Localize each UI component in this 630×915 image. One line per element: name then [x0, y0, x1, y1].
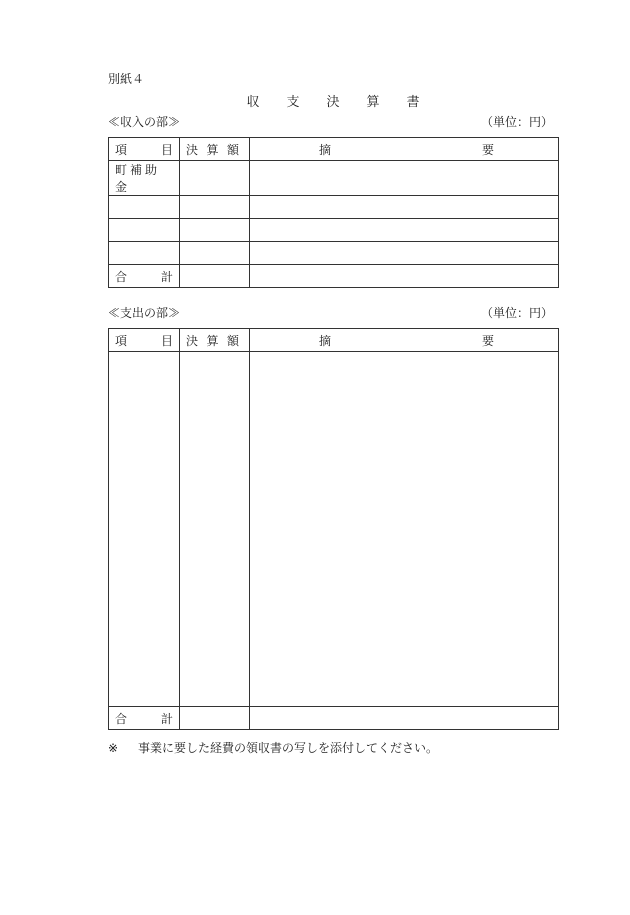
header-summary-char: 摘 — [319, 333, 332, 348]
cell-summary[interactable] — [250, 242, 559, 265]
cell-summary[interactable] — [250, 196, 559, 219]
header-amount-char: 算 — [206, 333, 219, 348]
income-unit-label: （単位：円） — [480, 115, 553, 129]
total-amount[interactable] — [180, 265, 250, 288]
expense-table — [108, 328, 559, 730]
income-table — [108, 137, 559, 288]
header-summary — [250, 329, 559, 352]
expense-section-label: ≪支出の部≫ — [108, 306, 181, 320]
header-summary-char: 摘 — [319, 142, 332, 157]
total-label-char: 計 — [160, 711, 173, 726]
expense-unit-label: （単位：円） — [480, 306, 553, 320]
cell-amount[interactable] — [180, 352, 250, 707]
cell-item[interactable] — [109, 242, 180, 265]
cell-item[interactable] — [109, 219, 180, 242]
title-char: 決 — [326, 95, 367, 110]
cell-item[interactable] — [109, 161, 180, 196]
total-label — [109, 707, 180, 730]
title-char: 算 — [366, 95, 407, 110]
table-row — [109, 161, 559, 196]
total-summary[interactable] — [250, 265, 559, 288]
header-item-char: 目 — [160, 142, 173, 157]
table-row — [109, 242, 559, 265]
header-summary-char: 要 — [481, 142, 494, 157]
total-summary[interactable] — [250, 707, 559, 730]
header-amount — [180, 329, 250, 352]
total-label-char: 合 — [115, 711, 128, 726]
header-item — [109, 329, 180, 352]
table-header-row — [109, 138, 559, 161]
cell-item[interactable] — [109, 196, 180, 219]
cell-summary[interactable] — [250, 352, 559, 707]
header-item-char: 目 — [160, 333, 173, 348]
table-row — [109, 219, 559, 242]
note-text: 事業に要した経費の領収書の写しを添付してください。 — [138, 741, 439, 755]
total-label-char: 計 — [160, 269, 173, 284]
table-row — [109, 196, 559, 219]
header-amount-char: 決 — [186, 333, 199, 348]
cell-summary[interactable] — [250, 161, 559, 196]
table-total-row — [109, 265, 559, 288]
header-item-char: 項 — [115, 333, 128, 348]
cell-item-text: 町補助金 — [115, 163, 161, 194]
cell-amount[interactable] — [180, 161, 250, 196]
header-amount-char: 額 — [226, 333, 239, 348]
attachment-note — [108, 739, 438, 756]
header-item-char: 項 — [115, 142, 128, 157]
table-total-row — [109, 707, 559, 730]
header-summary-char: 要 — [481, 333, 494, 348]
total-amount[interactable] — [180, 707, 250, 730]
document-title — [108, 91, 558, 110]
cell-amount[interactable] — [180, 196, 250, 219]
cell-item[interactable] — [109, 352, 180, 707]
title-char: 支 — [286, 95, 327, 110]
header-amount-char: 決 — [186, 142, 199, 157]
title-char: 書 — [406, 95, 447, 110]
title-char: 収 — [246, 95, 287, 110]
attachment-label: 別紙４ — [108, 72, 145, 86]
header-amount-char: 算 — [206, 142, 219, 157]
income-section-label: ≪収入の部≫ — [108, 115, 181, 129]
cell-amount[interactable] — [180, 242, 250, 265]
total-label — [109, 265, 180, 288]
table-header-row — [109, 329, 559, 352]
total-label-char: 合 — [115, 269, 128, 284]
table-row — [109, 352, 559, 707]
header-amount — [180, 138, 250, 161]
note-mark: ※ — [108, 741, 119, 755]
cell-summary[interactable] — [250, 219, 559, 242]
header-amount-char: 額 — [226, 142, 239, 157]
header-summary — [250, 138, 559, 161]
cell-amount[interactable] — [180, 219, 250, 242]
header-item — [109, 138, 180, 161]
